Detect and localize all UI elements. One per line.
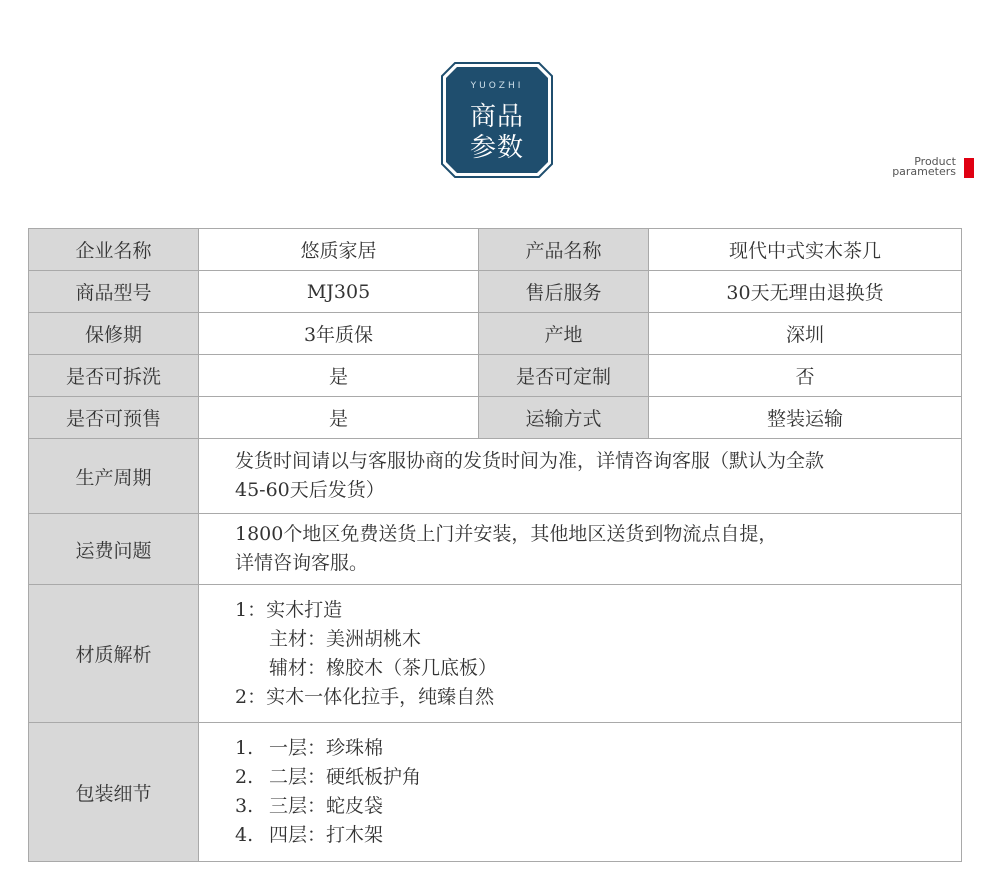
shipping-fee-label: 运费问题	[29, 514, 199, 585]
table-row	[29, 229, 962, 271]
table-row	[29, 585, 962, 723]
production-cycle-value	[199, 439, 962, 514]
spec-label: 是否可拆洗	[29, 355, 199, 397]
badge-title-line2: 参数	[469, 133, 524, 163]
list-item	[235, 734, 961, 763]
spec-label: 产品名称	[479, 229, 649, 271]
material-line: 2：实木一体化拉手，纯臻自然	[235, 685, 495, 708]
production-line: 发货时间请以与客服协商的发货时间为准，详情咨询客服（默认为全款	[235, 450, 825, 472]
spec-label: 运输方式	[479, 397, 649, 439]
list-item-text: 一层：珍珠棉	[269, 737, 384, 759]
spec-table	[28, 228, 962, 862]
table-row	[29, 397, 962, 439]
list-item	[235, 821, 961, 850]
production-line: 45-60天后发货）	[235, 479, 385, 501]
material-line: 主材：美洲胡桃木	[269, 627, 422, 650]
list-item-text: 三层：蛇皮袋	[269, 795, 384, 817]
table-row	[29, 271, 962, 313]
spec-value: 30天无理由退换货	[649, 271, 962, 313]
spec-value: 否	[649, 355, 962, 397]
material-line: 辅材：橡胶木（茶几底板）	[269, 656, 498, 679]
spec-label: 产地	[479, 313, 649, 355]
list-item-number: 1.	[235, 737, 254, 759]
subheading-line1: Product	[914, 155, 956, 168]
list-item-text: 四层：打木架	[269, 824, 384, 846]
shipping-line: 1800个地区免费送货上门并安装，其他地区送货到物流点自提，	[235, 523, 778, 545]
table-row	[29, 723, 962, 862]
material-line: 1：实木打造	[235, 598, 343, 621]
spec-label: 保修期	[29, 313, 199, 355]
accent-bar	[964, 158, 974, 178]
packaging-label: 包装细节	[29, 723, 199, 862]
section-badge	[441, 62, 553, 178]
table-row	[29, 355, 962, 397]
spec-value: MJ305	[199, 271, 479, 313]
spec-value: 现代中式实木茶几	[649, 229, 962, 271]
spec-value: 是	[199, 397, 479, 439]
list-item-number: 2.	[235, 766, 254, 788]
badge-title-line1: 商品	[469, 102, 524, 132]
spec-value: 3年质保	[199, 313, 479, 355]
spec-value: 整装运输	[649, 397, 962, 439]
table-row	[29, 439, 962, 514]
spec-value: 深圳	[649, 313, 962, 355]
spec-label: 商品型号	[29, 271, 199, 313]
subheading-line2: parameters	[892, 165, 956, 178]
spec-value: 是	[199, 355, 479, 397]
list-item	[235, 792, 961, 821]
spec-label: 售后服务	[479, 271, 649, 313]
table-row	[29, 514, 962, 585]
list-item	[235, 763, 961, 792]
list-item-number: 3.	[235, 795, 254, 817]
section-subheading	[892, 157, 956, 177]
shipping-line: 详情咨询客服。	[235, 552, 369, 574]
list-item-text: 二层：硬纸板护角	[269, 766, 422, 788]
spec-label: 企业名称	[29, 229, 199, 271]
badge-brand: YUOZHI	[470, 81, 524, 91]
spec-label: 是否可预售	[29, 397, 199, 439]
table-row	[29, 313, 962, 355]
packaging-value	[199, 723, 962, 862]
material-label: 材质解析	[29, 585, 199, 723]
spec-label: 是否可定制	[479, 355, 649, 397]
list-item-number: 4.	[235, 824, 254, 846]
spec-value: 悠质家居	[199, 229, 479, 271]
production-cycle-label: 生产周期	[29, 439, 199, 514]
shipping-fee-value	[199, 514, 962, 585]
material-value	[199, 585, 962, 723]
